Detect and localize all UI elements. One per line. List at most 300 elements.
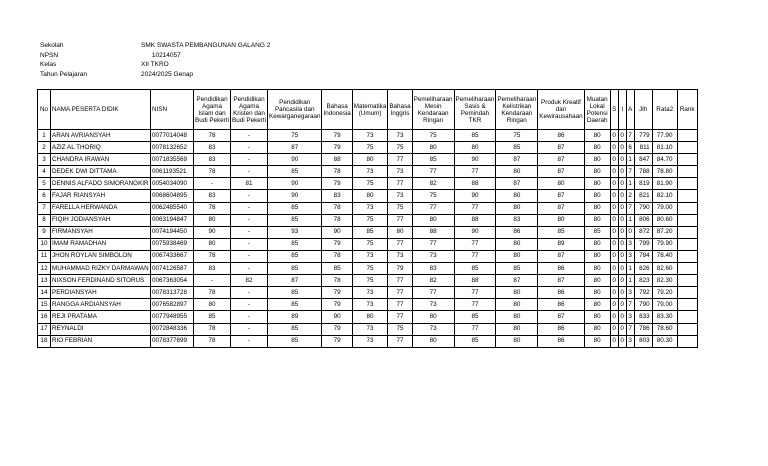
table-cell: 75 <box>388 202 412 214</box>
table-cell: - <box>231 287 268 299</box>
table-cell: 15 <box>38 299 51 311</box>
table-cell: 80 <box>194 299 231 311</box>
column-header: NISN <box>151 90 194 130</box>
table-cell: 0 <box>610 287 618 299</box>
table-cell <box>677 275 697 287</box>
table-cell: 73 <box>352 323 388 335</box>
table-cell: 87 <box>538 250 584 262</box>
table-row <box>38 299 698 311</box>
table-cell: 73 <box>388 166 412 178</box>
table-cell: 0067433667 <box>151 250 194 262</box>
table-cell: MUHAMMAD RIZKY DARMAWAN <box>51 263 151 275</box>
table-cell: 79 <box>322 130 352 142</box>
table-cell: 85 <box>268 335 322 347</box>
table-cell: 73 <box>352 335 388 347</box>
table-cell: 80 <box>584 142 610 154</box>
table-cell <box>677 263 697 275</box>
table-cell: 86 <box>538 263 584 275</box>
table-cell <box>677 130 697 142</box>
table-cell: 79.90 <box>652 238 677 250</box>
table-cell: 87 <box>538 311 584 323</box>
table-cell: 0 <box>610 263 618 275</box>
table-cell: 7 <box>626 130 634 142</box>
table-cell: 0 <box>610 130 618 142</box>
table-cell: 85 <box>268 202 322 214</box>
table-cell <box>677 226 697 238</box>
table-cell: 1 <box>626 214 634 226</box>
table-cell: 819 <box>634 178 652 190</box>
table-cell: 779 <box>634 130 652 142</box>
table-cell: 88 <box>454 178 496 190</box>
table-cell: 73 <box>412 250 454 262</box>
table-cell: 13 <box>38 275 51 287</box>
table-cell: 0 <box>610 250 618 262</box>
table-cell: - <box>231 250 268 262</box>
table-cell: 823 <box>634 275 652 287</box>
table-cell: 75 <box>388 142 412 154</box>
table-cell: 790 <box>634 202 652 214</box>
table-cell: 88 <box>412 226 454 238</box>
table-cell: 10 <box>38 238 51 250</box>
table-cell: 0074126587 <box>151 263 194 275</box>
table-cell: 0077948955 <box>151 311 194 323</box>
table-cell: 77 <box>388 178 412 190</box>
table-cell: 80 <box>496 335 538 347</box>
table-cell: 78 <box>194 130 231 142</box>
table-cell: 872 <box>634 226 652 238</box>
table-cell: FARELLA HERWANDA <box>51 202 151 214</box>
table-cell: 80 <box>584 263 610 275</box>
table-cell: 9 <box>38 226 51 238</box>
table-row <box>38 238 698 250</box>
table-cell: 16 <box>38 311 51 323</box>
table-cell: 0 <box>610 238 618 250</box>
table-cell: 3 <box>626 311 634 323</box>
table-cell: 0063194847 <box>151 214 194 226</box>
table-cell: 786 <box>634 323 652 335</box>
table-cell: 2 <box>38 142 51 154</box>
table-cell: 85 <box>454 335 496 347</box>
column-header: No <box>38 90 51 130</box>
table-body <box>38 130 698 348</box>
table-cell: 79 <box>322 335 352 347</box>
table-cell: 77 <box>388 287 412 299</box>
table-cell: 78 <box>322 250 352 262</box>
table-row <box>38 335 698 347</box>
info-label: Tahun Pelajaran <box>40 70 87 78</box>
table-cell: 75 <box>352 238 388 250</box>
table-cell: 87 <box>538 142 584 154</box>
table-cell <box>677 166 697 178</box>
table-cell: 826 <box>634 263 652 275</box>
table-cell: 85 <box>454 130 496 142</box>
column-header: Pendidikan Pancasila dan Kewarganegaraan <box>268 90 322 130</box>
table-cell: 85 <box>194 311 231 323</box>
table-cell: 0075938469 <box>151 238 194 250</box>
table-cell: - <box>231 263 268 275</box>
column-header: Bahasa Inggris <box>388 90 412 130</box>
table-cell: 89 <box>538 238 584 250</box>
table-cell: 73 <box>352 166 388 178</box>
table-cell: 77.90 <box>652 130 677 142</box>
table-cell: 79.00 <box>652 202 677 214</box>
table-cell: CHANDRA IRAWAN <box>51 154 151 166</box>
table-cell: 90 <box>268 178 322 190</box>
table-cell: 7 <box>38 202 51 214</box>
table-cell: 80 <box>194 238 231 250</box>
table-cell: 78 <box>322 214 352 226</box>
table-cell <box>677 287 697 299</box>
table-cell <box>677 142 697 154</box>
table-cell: 90 <box>268 190 322 202</box>
table-cell: 90 <box>454 154 496 166</box>
table-cell: 80 <box>584 154 610 166</box>
table-cell: 0 <box>610 214 618 226</box>
table-cell: - <box>231 238 268 250</box>
table-cell: REYNALDI <box>51 323 151 335</box>
table-cell: 0 <box>610 154 618 166</box>
table-cell: 77 <box>388 238 412 250</box>
grades-table <box>37 89 698 348</box>
table-cell: 83 <box>194 263 231 275</box>
table-cell: 83 <box>194 190 231 202</box>
table-cell: 73 <box>352 287 388 299</box>
table-cell: 90 <box>454 226 496 238</box>
table-cell: 78 <box>194 250 231 262</box>
table-cell: 0067363054 <box>151 275 194 287</box>
table-cell: 80 <box>412 214 454 226</box>
table-cell: 0 <box>618 130 626 142</box>
table-cell: 0062485540 <box>151 202 194 214</box>
table-cell: 11 <box>38 250 51 262</box>
table-cell: 86 <box>538 130 584 142</box>
table-cell: 0054034090 <box>151 178 194 190</box>
table-cell: 80 <box>496 238 538 250</box>
table-cell <box>677 154 697 166</box>
table-cell: 80 <box>584 335 610 347</box>
table-cell: 77 <box>454 323 496 335</box>
table-cell: 7 <box>626 323 634 335</box>
table-cell <box>677 214 697 226</box>
table-cell: 79 <box>388 263 412 275</box>
table-cell: 80 <box>584 166 610 178</box>
table-cell: 80 <box>538 214 584 226</box>
table-cell: - <box>231 226 268 238</box>
table-cell: 0 <box>610 142 618 154</box>
table-cell: 0 <box>610 323 618 335</box>
table-cell: DEDEK DWI DITTAMA <box>51 166 151 178</box>
table-row <box>38 226 698 238</box>
table-cell: 83 <box>322 190 352 202</box>
table-cell: 0 <box>610 202 618 214</box>
table-cell: 7 <box>626 166 634 178</box>
table-cell: 80 <box>496 250 538 262</box>
table-cell: 0 <box>618 166 626 178</box>
table-cell: 80 <box>496 287 538 299</box>
table-cell: 75 <box>268 130 322 142</box>
table-cell: 7 <box>626 202 634 214</box>
table-cell: 80 <box>584 275 610 287</box>
table-cell: PERDIANSYAH <box>51 287 151 299</box>
table-cell: 1 <box>626 263 634 275</box>
table-cell: FIQIH JODIANSYAH <box>51 214 151 226</box>
table-cell: - <box>231 142 268 154</box>
table-cell <box>677 250 697 262</box>
table-cell: 86 <box>538 287 584 299</box>
table-row <box>38 142 698 154</box>
column-header: Jlh <box>634 90 652 130</box>
table-cell: 77 <box>388 275 412 287</box>
table-cell: 3 <box>626 335 634 347</box>
table-cell: 87 <box>496 178 538 190</box>
table-cell: 784 <box>634 250 652 262</box>
table-cell: 77 <box>454 202 496 214</box>
table-cell: 80 <box>584 130 610 142</box>
table-cell: 77 <box>412 166 454 178</box>
table-cell: 77 <box>454 250 496 262</box>
table-row <box>38 202 698 214</box>
table-cell: 0 <box>618 226 626 238</box>
table-cell: 75 <box>496 130 538 142</box>
table-cell: 6 <box>626 142 634 154</box>
table-cell: 0 <box>610 166 618 178</box>
table-cell: 73 <box>352 250 388 262</box>
table-cell: 80 <box>352 311 388 323</box>
table-cell: 0 <box>610 335 618 347</box>
column-header: Produk Kreatif dan Kewirausahaan <box>538 90 584 130</box>
table-cell: 78.80 <box>652 166 677 178</box>
table-cell: 14 <box>38 287 51 299</box>
table-cell: 0 <box>618 311 626 323</box>
table-cell: 1 <box>626 154 634 166</box>
table-cell: 83 <box>412 263 454 275</box>
table-cell: 90 <box>268 154 322 166</box>
table-cell: 17 <box>38 323 51 335</box>
table-row <box>38 190 698 202</box>
info-value: SMK SWASTA PEMBANGUNAN GALANG 2 <box>141 42 271 49</box>
table-cell: 78 <box>322 166 352 178</box>
table-cell: 77 <box>454 238 496 250</box>
table-cell: 2 <box>626 190 634 202</box>
table-cell: 0 <box>626 226 634 238</box>
table-cell: 80.60 <box>652 214 677 226</box>
table-cell: 0074194450 <box>151 226 194 238</box>
table-cell: 78 <box>194 202 231 214</box>
table-cell: 87.20 <box>652 226 677 238</box>
table-cell: - <box>231 299 268 311</box>
table-row <box>38 214 698 226</box>
table-cell: 811 <box>634 142 652 154</box>
table-row <box>38 287 698 299</box>
table-cell: 3 <box>626 287 634 299</box>
table-cell: 86 <box>538 323 584 335</box>
table-cell: 85 <box>584 226 610 238</box>
table-row <box>38 323 698 335</box>
column-header: Pendidikan Agama Kristen dan Budi Pekerti <box>231 90 268 130</box>
table-cell: 77 <box>412 287 454 299</box>
table-cell: 73 <box>388 250 412 262</box>
table-cell: 77 <box>454 166 496 178</box>
table-cell: 0 <box>610 226 618 238</box>
column-header: Rank <box>677 90 697 130</box>
info-label: Sekolah <box>40 42 64 49</box>
table-cell: 79 <box>322 287 352 299</box>
table-cell: 80 <box>454 142 496 154</box>
table-cell: 80 <box>584 190 610 202</box>
table-cell: 73 <box>352 130 388 142</box>
column-header: I <box>618 90 626 130</box>
table-cell: 0078313728 <box>151 287 194 299</box>
table-cell: 80 <box>584 287 610 299</box>
table-cell: 85 <box>268 323 322 335</box>
table-row <box>38 250 698 262</box>
table-cell: 82 <box>231 275 268 287</box>
table-row <box>38 166 698 178</box>
table-cell: 78 <box>194 287 231 299</box>
table-cell: 806 <box>634 214 652 226</box>
table-cell: 90 <box>194 226 231 238</box>
table-cell <box>677 311 697 323</box>
table-cell: 788 <box>634 166 652 178</box>
table-cell: 87 <box>538 275 584 287</box>
table-cell: - <box>231 190 268 202</box>
table-cell <box>677 299 697 311</box>
table-cell: 0072848336 <box>151 323 194 335</box>
table-header <box>38 90 698 130</box>
table-cell: 85 <box>268 166 322 178</box>
table-cell: DENNIS ALFADO SIMORANGKIR <box>51 178 151 190</box>
table-cell: 833 <box>634 311 652 323</box>
table-cell: 77 <box>388 154 412 166</box>
table-cell: 79 <box>322 299 352 311</box>
info-value: XII TKRO <box>141 61 169 68</box>
table-cell: 80 <box>584 311 610 323</box>
table-cell: 88 <box>322 154 352 166</box>
table-cell: 78.40 <box>652 250 677 262</box>
table-cell: 0 <box>618 287 626 299</box>
table-cell: 78 <box>194 323 231 335</box>
table-cell: 75 <box>352 142 388 154</box>
table-cell: 80 <box>496 190 538 202</box>
table-cell <box>677 238 697 250</box>
table-cell: 847 <box>634 154 652 166</box>
table-cell: - <box>231 323 268 335</box>
table-cell: 80 <box>584 250 610 262</box>
table-cell: 79.00 <box>652 299 677 311</box>
table-cell: - <box>194 178 231 190</box>
table-cell: 83 <box>194 154 231 166</box>
table-cell: 80 <box>584 299 610 311</box>
table-cell <box>677 202 697 214</box>
table-cell: FIRMANSYAH <box>51 226 151 238</box>
table-cell: 821 <box>634 190 652 202</box>
table-cell <box>677 178 697 190</box>
table-cell: 0 <box>618 250 626 262</box>
table-cell: 0078132652 <box>151 142 194 154</box>
table-cell: 85 <box>352 226 388 238</box>
table-cell: 0 <box>618 214 626 226</box>
info-row-class <box>40 60 270 70</box>
info-row-npsn <box>40 51 270 61</box>
table-cell: 78 <box>194 166 231 178</box>
table-cell: 85 <box>268 263 322 275</box>
table-cell: 0 <box>618 190 626 202</box>
table-cell: 77 <box>412 238 454 250</box>
table-cell: 82 <box>412 275 454 287</box>
table-cell: 87 <box>496 275 538 287</box>
table-cell: 0 <box>610 299 618 311</box>
table-cell: 80 <box>352 190 388 202</box>
table-cell: 80 <box>584 202 610 214</box>
table-cell: 89 <box>268 311 322 323</box>
table-cell: 80 <box>496 311 538 323</box>
table-cell: 77 <box>388 335 412 347</box>
table-cell: 75 <box>412 190 454 202</box>
table-row <box>38 130 698 142</box>
table-cell: 73 <box>352 202 388 214</box>
table-row <box>38 311 698 323</box>
column-header: Pemeliharaan Kelistrikan Kendaraan Ringan <box>496 90 538 130</box>
table-cell: 86 <box>538 299 584 311</box>
table-cell: 3 <box>626 238 634 250</box>
table-cell <box>677 335 697 347</box>
table-cell: 73 <box>388 130 412 142</box>
table-cell: 0 <box>618 299 626 311</box>
table-cell: 799 <box>634 238 652 250</box>
table-cell: 8 <box>38 214 51 226</box>
table-cell: 80 <box>584 323 610 335</box>
table-cell: 80.30 <box>652 335 677 347</box>
table-cell: 75 <box>412 130 454 142</box>
table-cell: 85 <box>496 263 538 275</box>
table-cell: 81.10 <box>652 142 677 154</box>
table-cell: 85 <box>496 142 538 154</box>
school-info <box>40 41 270 79</box>
table-cell: 87 <box>496 154 538 166</box>
table-cell: 3 <box>626 250 634 262</box>
table-cell: 80 <box>584 238 610 250</box>
table-cell: 18 <box>38 335 51 347</box>
table-cell: - <box>231 130 268 142</box>
table-cell: NIXSON FERDINAND SITORUS <box>51 275 151 287</box>
table-cell: 86 <box>538 335 584 347</box>
table-cell: 84.70 <box>652 154 677 166</box>
table-cell: 85 <box>268 238 322 250</box>
table-cell: 1 <box>38 130 51 142</box>
table-cell: 90 <box>454 190 496 202</box>
table-cell: JHON ROYLAN SIMBOLON <box>51 250 151 262</box>
table-cell: 0077014048 <box>151 130 194 142</box>
table-cell: 790 <box>634 299 652 311</box>
table-cell: 83 <box>496 214 538 226</box>
table-row <box>38 178 698 190</box>
table-cell: 79 <box>322 238 352 250</box>
column-header: Pendidikan Agama Islam dan Budi Pekerti <box>194 90 231 130</box>
table-cell: 73 <box>352 299 388 311</box>
column-header: A <box>626 90 634 130</box>
table-cell: 0068604895 <box>151 190 194 202</box>
table-cell: 81.90 <box>652 178 677 190</box>
table-cell: - <box>231 311 268 323</box>
table-cell: 82.30 <box>652 275 677 287</box>
table-cell: 6 <box>38 190 51 202</box>
info-row-year <box>40 70 270 80</box>
table-cell: 0071835569 <box>151 154 194 166</box>
table-cell: 77 <box>388 299 412 311</box>
table-cell: 80 <box>194 214 231 226</box>
table-cell: 78 <box>322 202 352 214</box>
table-cell: 80 <box>496 299 538 311</box>
